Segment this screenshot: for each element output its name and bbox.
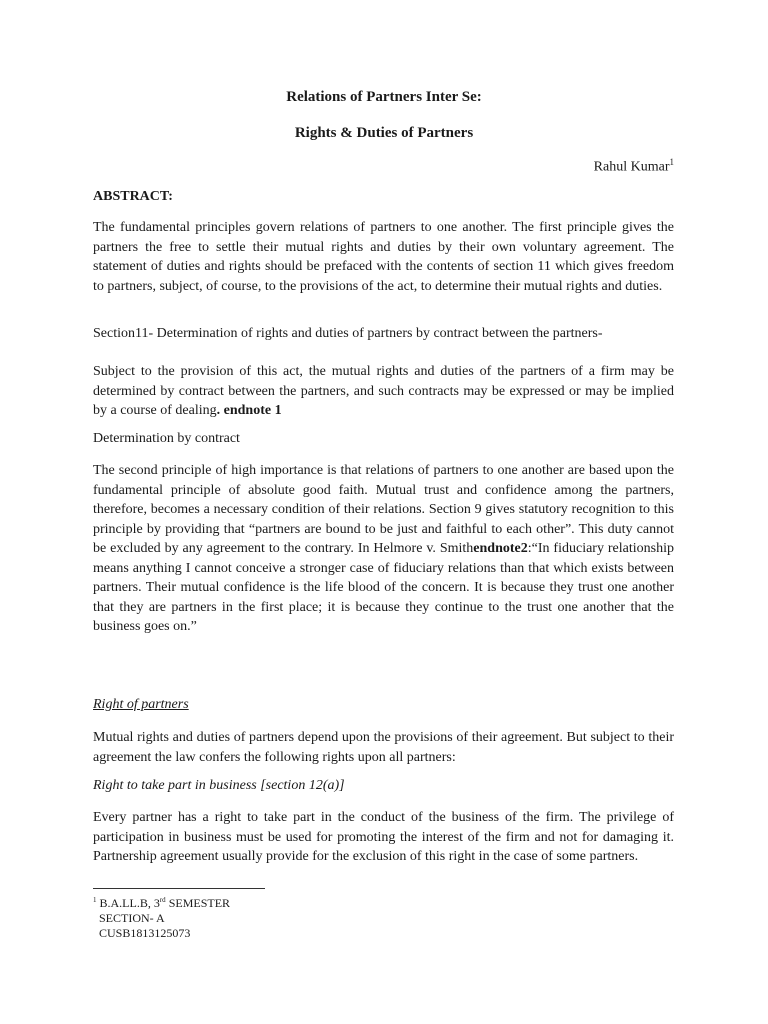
abstract-heading: ABSTRACT:	[93, 189, 173, 204]
footnote-line-1-text-b: SEMESTER	[165, 896, 231, 910]
second-principle-text-a: The second principle of high importance is that relations of partners to one another are based upon the fundamental principle of absolute good faith. Mutual trust and confidence among the partners, therefore, becomes a necessary condition of their relations. Section 9 gives statutory recognition to this principle by providing that “partners are bound to be just and faithful to each other”. This duty cannot be excluded by any agreement to the contrary. In Helmore v. Smith	[93, 463, 674, 556]
author-name	[594, 157, 674, 176]
author-footnote-mark: 1	[669, 157, 674, 167]
footnote-divider	[93, 888, 265, 889]
section11-paragraph	[93, 362, 674, 421]
right-take-part-heading: Right to take part in business [section 12(a)]	[93, 778, 345, 793]
author-text: Rahul Kumar	[593, 159, 670, 175]
footnote-mark: 1	[93, 896, 97, 904]
footnote	[93, 893, 230, 941]
abstract-paragraph: The fundamental principles govern relations of partners to one another. The first principle gives the partners the free to settle their mutual rights and duties by their own voluntary agreement. The statement of duties and rights should be prefaced with the contents of section 11 which gives freedom to partners, subject, of course, to the provisions of the act, to determine their mutual rights and duties.	[93, 220, 674, 294]
footnote-line-3: CUSB1813125073	[99, 926, 191, 940]
endnote-2-link[interactable]: endnote2	[473, 541, 528, 556]
section11-heading: Section11- Determination of rights and duties of partners by contract between the partners-	[93, 326, 603, 341]
right-of-partners-paragraph: Mutual rights and duties of partners depend upon the provisions of their agreement. But subject to their agreement the law confers the following rights upon all partners:	[93, 730, 674, 765]
right-of-partners-heading: Right of partners	[93, 697, 189, 712]
second-principle-text-b: :“In fiduciary relationship means anything I cannot conceive a stronger case of fiduciary relations than that which exists between partners. Their mutual confidence is the life blood of the concern. It is because they trust one another that they are partners in the first place; it is because they continue to the trust one another that the business goes on.”	[93, 541, 674, 634]
footnote-line-1-text-a: B.A.LL.B, 3	[96, 896, 160, 910]
footnote-line-2: SECTION- A	[99, 911, 165, 925]
second-principle-paragraph	[93, 461, 674, 637]
endnote-1-link[interactable]: . endnote 1	[216, 403, 282, 418]
determination-heading: Determination by contract	[93, 431, 240, 446]
section11-text: Subject to the provision of this act, the mutual rights and duties of the partners of a firm may be determined by contract between the partners, and such contracts may be expressed or may be implied by a course of dealing	[93, 364, 674, 418]
footnote-line-1	[93, 893, 230, 911]
right-take-part-paragraph: Every partner has a right to take part in the conduct of the business of the firm. The privilege of participation in business must be used for promoting the interest of the firm and not for damaging it. Partnership agreement usually provide for the exclusion of this right in the case of some partners.	[93, 810, 674, 864]
title-line-1: Relations of Partners Inter Se:	[286, 89, 482, 105]
footnote-ordinal: rd	[159, 896, 166, 904]
title-line-2: Rights & Duties of Partners	[294, 125, 474, 141]
